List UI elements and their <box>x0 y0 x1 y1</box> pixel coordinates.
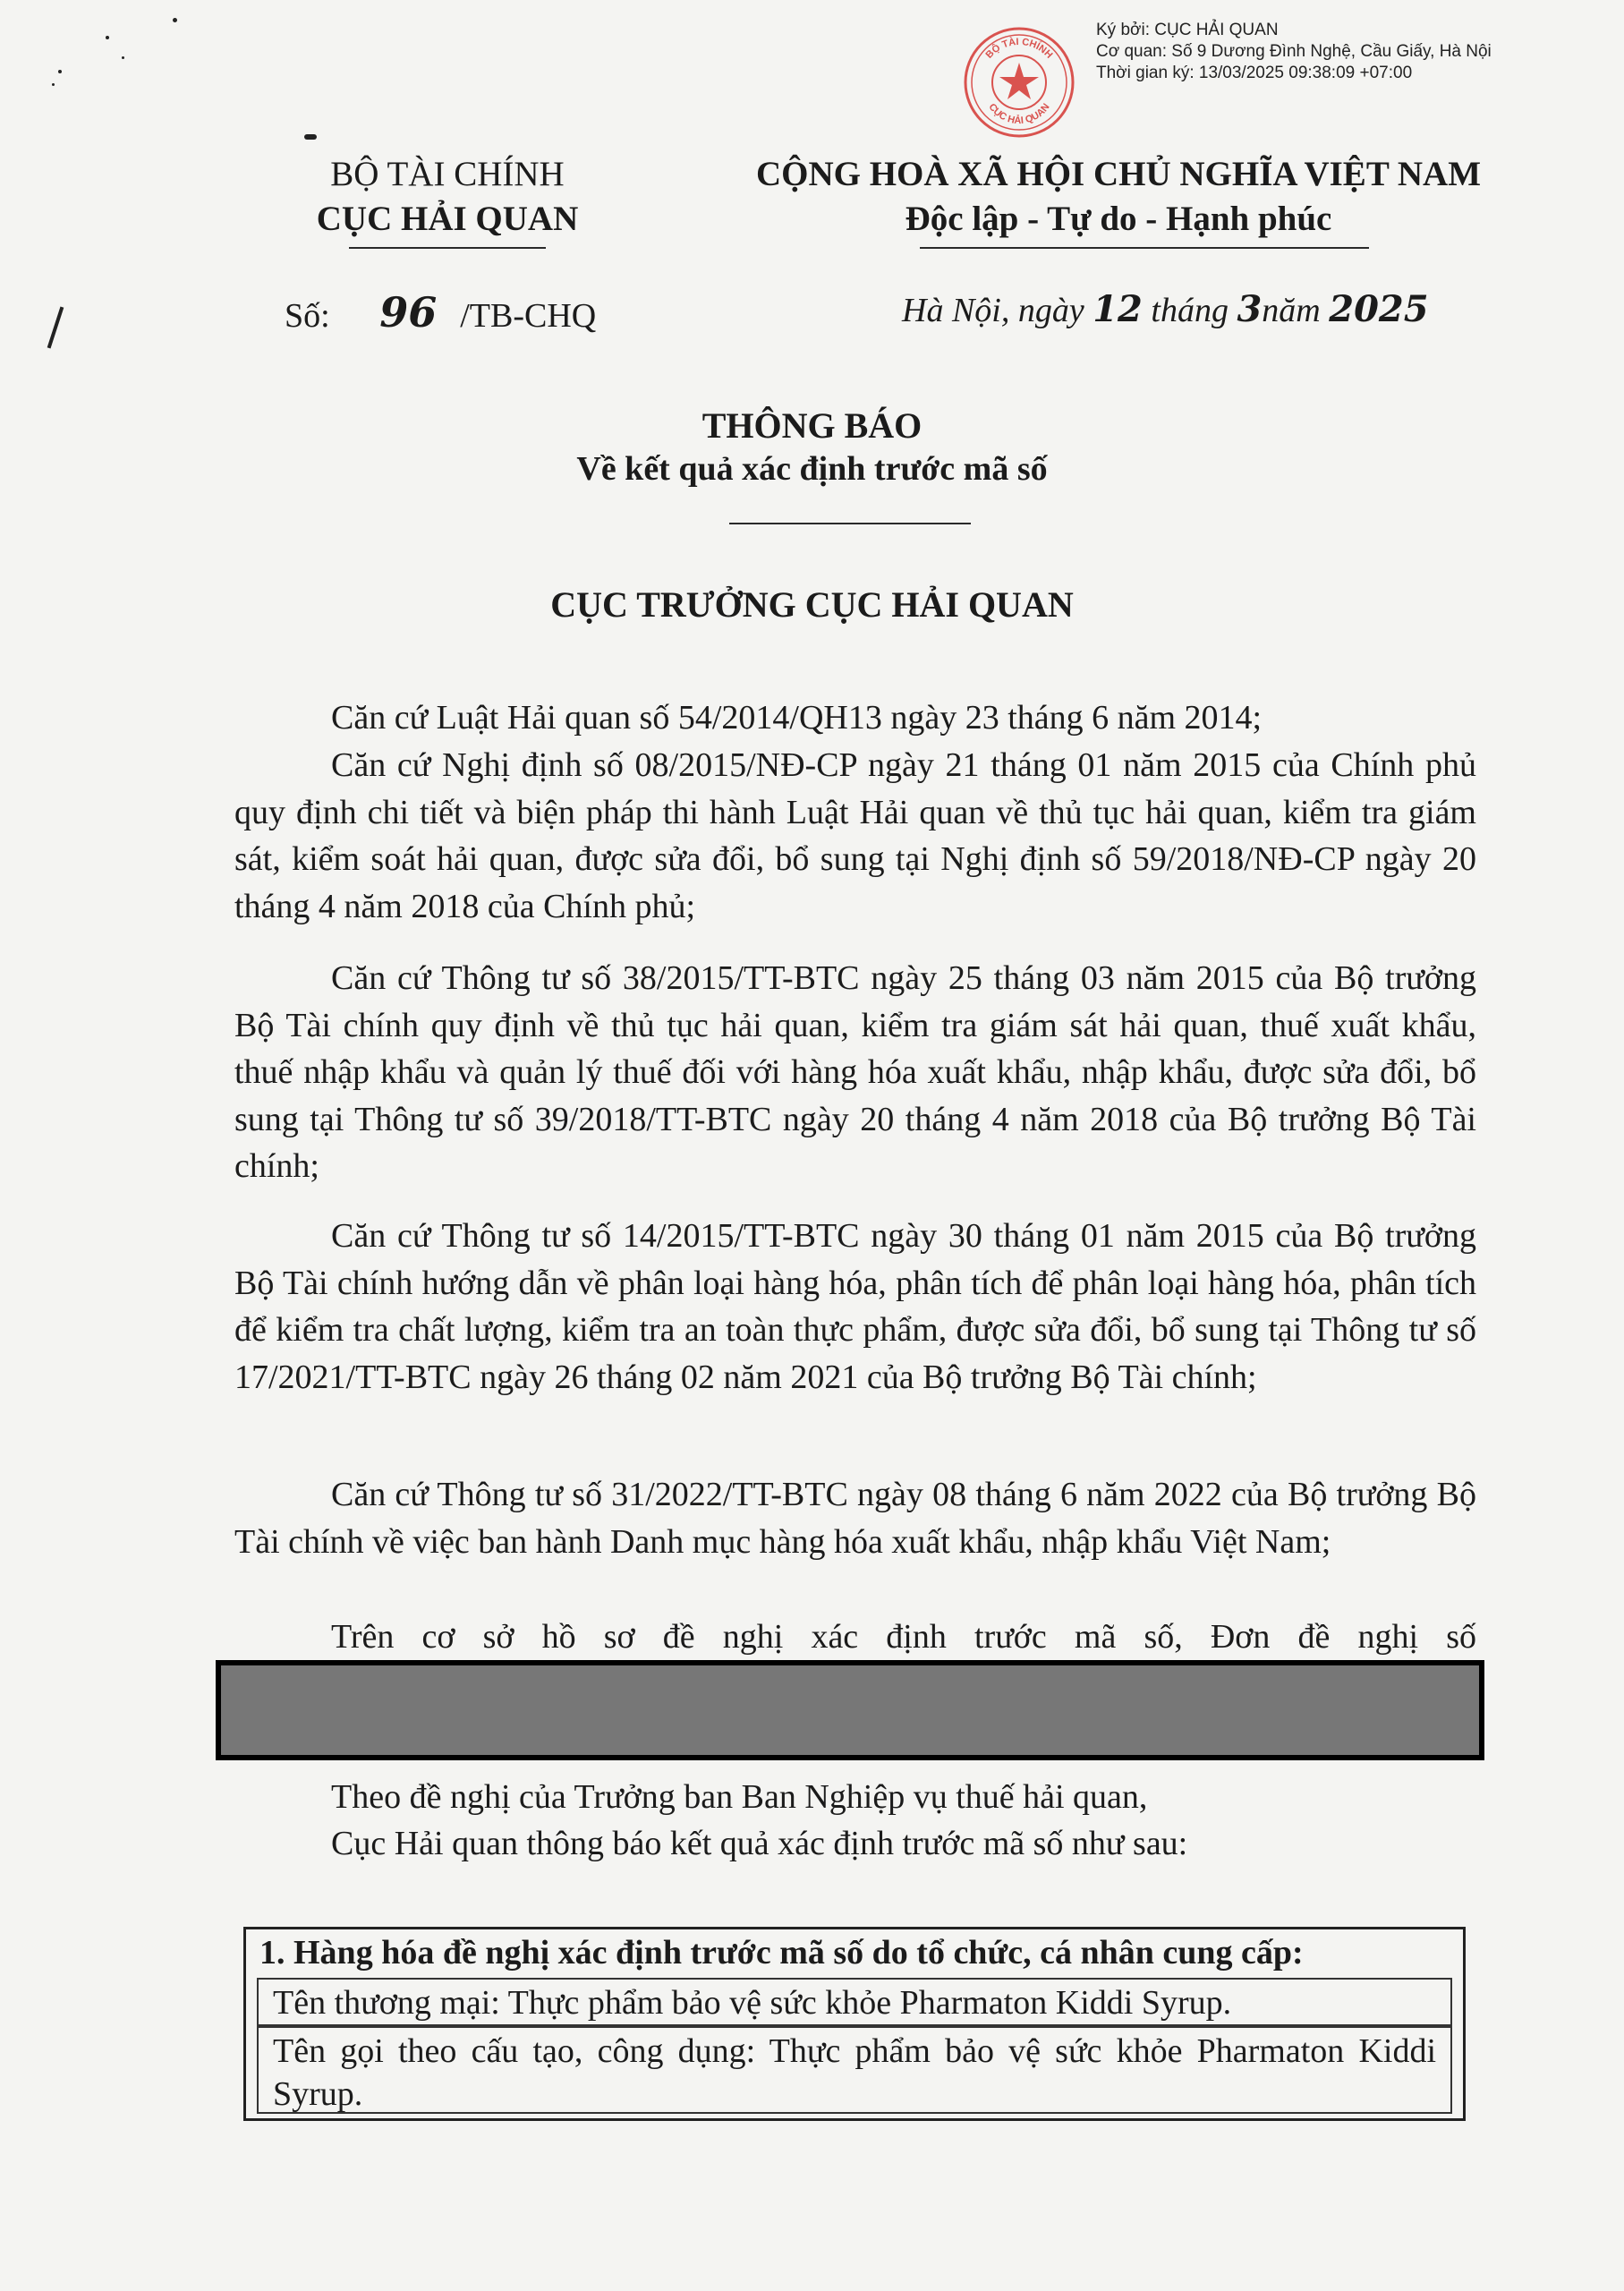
legal-basis-decree-08: Căn cứ Nghị định số 08/2015/NĐ-CP ngày 21 tháng 01 năm 2015 của Chính phủ quy định chi tiết và biện pháp thi hành Luật Hải quan về thủ tục hải quan, kiểm tra giám sát, kiểm soát hải quan, được sửa đổi, bổ sung tại Nghị định số 59/2018/NĐ-CP ngày 20 tháng 4 năm 2018 của Chính phủ; <box>234 746 1476 925</box>
legal-basis-circular-38: Căn cứ Thông tư số 38/2015/TT-BTC ngày 25 tháng 03 năm 2015 của Bộ trưởng Bộ Tài chính quy định về thủ tục hải quan, kiểm tra giám sát hải quan, thuế xuất khẩu, thuế nhập khẩu và quản lý thuế đối với hàng hóa xuất khẩu, nhập khẩu, được sửa đổi, bổ sung tại Thông tư số 39/2018/TT-BTC ngày 20 tháng 4 năm 2018 của Bộ trưởng Bộ Tài chính; <box>234 959 1476 1185</box>
authority-title: CỤC TRƯỞNG CỤC HẢI QUAN <box>550 584 1074 625</box>
digital-signature-info <box>1096 20 1597 84</box>
month-label: tháng <box>1151 292 1229 329</box>
ministry-name: BỘ TÀI CHÍNH <box>330 155 565 193</box>
date-day: 12 <box>1093 288 1143 330</box>
scan-speck <box>52 83 55 86</box>
legal-basis-customs-law: Căn cứ Luật Hải quan số 54/2014/QH13 ngày 23 tháng 6 năm 2014; <box>331 699 1263 737</box>
svg-text:CỤC HẢI QUAN <box>986 102 1051 127</box>
seal-top-text: BỘ TÀI CHÍNH <box>983 36 1055 61</box>
svg-text:BỘ TÀI CHÍNH <box>984 36 1055 61</box>
number-label: Số: <box>285 297 330 335</box>
date-year: 2025 <box>1329 288 1429 330</box>
scan-speck <box>106 36 109 39</box>
structure-name-text: Tên gọi theo cấu tạo, công dụng: Thực phẩm bảo vệ sức khỏe Pharmaton Kiddi Syrup. <box>273 2032 1436 2113</box>
legal-basis-circular-14: Căn cứ Thông tư số 14/2015/TT-BTC ngày 30 tháng 01 năm 2015 của Bộ trưởng Bộ Tài chính hướng dẫn về phân loại hàng hóa, phân tích để phân loại hàng hóa, phân tích để kiểm tra chất lượng, kiểm tra an toàn thực phẩm, được sửa đổi, bổ sung tại Thông tư số 17/2021/TT-BTC ngày 26 tháng 02 năm 2021 của Bộ trưởng Bộ Tài chính; <box>234 1217 1476 1396</box>
announcement-paragraph: Cục Hải quan thông báo kết quả xác định trước mã số như sau: <box>331 1825 1188 1862</box>
structure-name-cell <box>257 2026 1452 2114</box>
seal-bottom-text: CỤC HẢI QUAN <box>986 101 1052 127</box>
scan-speck <box>173 18 177 22</box>
number-suffix: /TB-CHQ <box>460 297 597 335</box>
title-divider <box>729 523 971 524</box>
year-label: năm <box>1262 292 1321 329</box>
goods-heading: 1. Hàng hóa đề nghị xác định trước mã số do tổ chức, cá nhân cung cấp: <box>259 1934 1304 1972</box>
official-seal-icon <box>962 25 1076 140</box>
signed-by-text: Ký bởi: CỤC HẢI QUAN <box>1096 21 1279 39</box>
document-number <box>285 288 596 336</box>
scan-speck <box>122 56 124 59</box>
scan-speck <box>58 70 62 73</box>
scan-speck <box>304 134 317 140</box>
document-date <box>902 288 1429 330</box>
redacted-area <box>216 1660 1484 1760</box>
proposal-paragraph: Theo đề nghị của Trưởng ban Ban Nghiệp vụ thuế hải quan, <box>331 1778 1148 1816</box>
legal-basis-circular-31: Căn cứ Thông tư số 31/2022/TT-BTC ngày 08 tháng 6 năm 2022 của Bộ trưởng Bộ Tài chính về việc ban hành Danh mục hàng hóa xuất khẩu, nhập khẩu Việt Nam; <box>234 1476 1476 1561</box>
country-name: CỘNG HOÀ XÃ HỘI CHỦ NGHĨA VIỆT NAM <box>755 155 1482 193</box>
handwritten-mark <box>47 307 64 349</box>
national-motto: Độc lập - Tự do - Hạnh phúc <box>905 200 1332 238</box>
date-prefix: Hà Nội, ngày <box>902 292 1084 329</box>
document-subtitle: Về kết quả xác định trước mã số <box>576 450 1048 488</box>
trade-name-cell <box>257 1978 1452 2026</box>
document-title: THÔNG BÁO <box>701 405 923 446</box>
motto-underline <box>920 247 1369 249</box>
trade-name-text: Tên thương mại: Thực phẩm bảo vệ sức khỏe Pharmaton Kiddi Syrup. <box>273 1984 1232 2022</box>
number-value: 96 <box>379 288 438 336</box>
request-dossier-paragraph: Trên cơ sở hồ sơ đề nghị xác định trước mã số, Đơn đề nghị số <box>331 1618 1476 1656</box>
signer-agency-text: Cơ quan: Số 9 Dương Đình Nghệ, Cầu Giấy, Hà Nội <box>1096 42 1492 61</box>
signing-time-text: Thời gian ký: 13/03/2025 09:38:09 +07:00 <box>1096 64 1413 82</box>
department-underline <box>349 247 546 249</box>
department-name: CỤC HẢI QUAN <box>316 200 579 238</box>
date-month: 3 <box>1237 288 1263 330</box>
